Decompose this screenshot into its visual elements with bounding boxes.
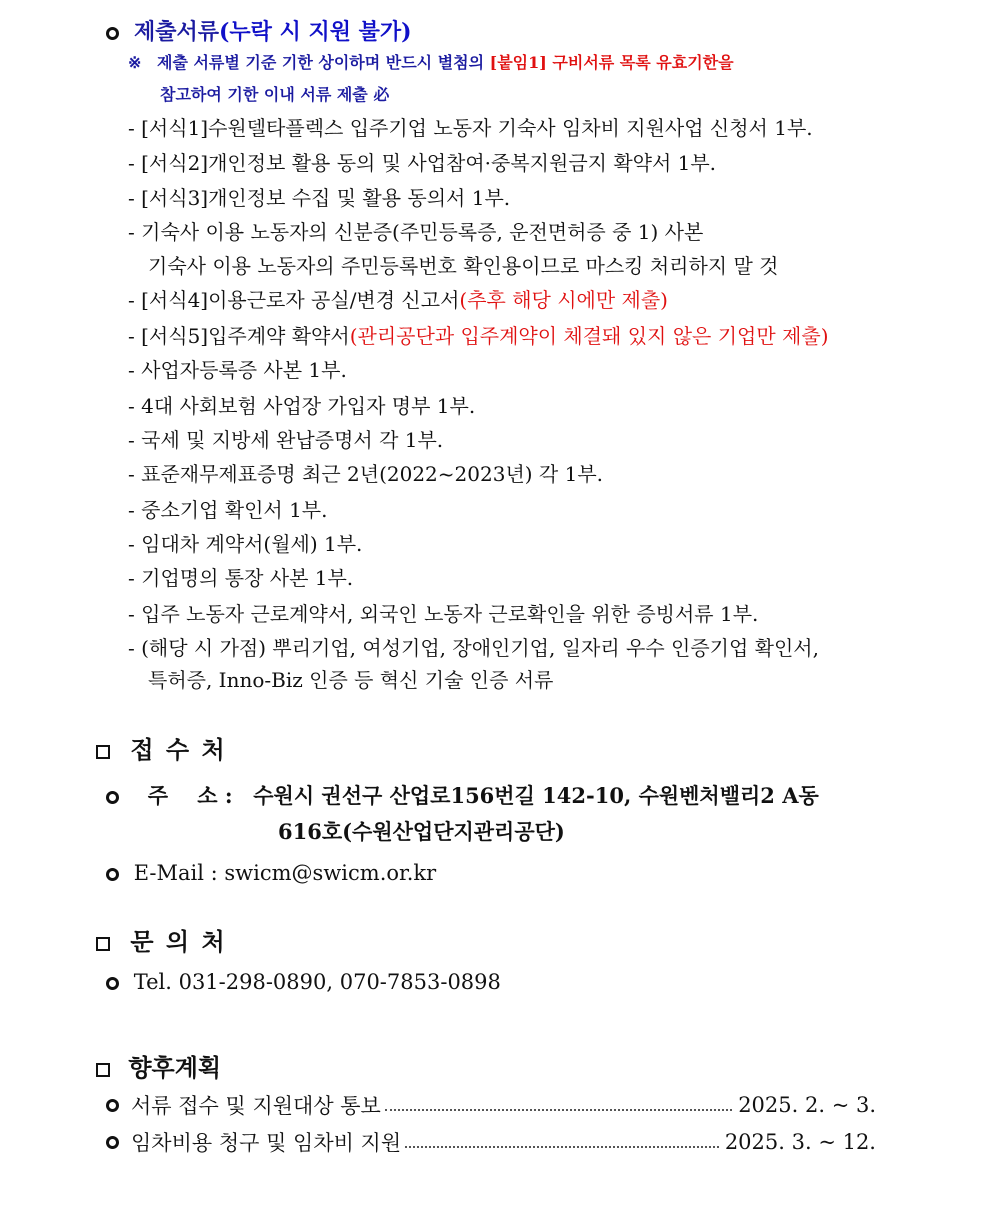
dash-bullet: -	[128, 358, 142, 382]
document-item-text: 국세 및 지방세 완납증명서 각 1부.	[141, 428, 444, 452]
documents-notice-line1: ※ 제출 서류별 기준 기한 상이하며 반드시 별첨의 [붙임1] 구비서류 목록 유효기한을	[128, 53, 734, 72]
document-item	[128, 147, 716, 176]
document-item-text: [서식2]개인정보 활용 동의 및 사업참여·중복지원금지 확약서 1부.	[141, 151, 717, 175]
documents-title: 제출서류	[134, 19, 220, 45]
document-item	[128, 320, 829, 349]
square-bullet-icon	[96, 745, 110, 759]
plan-row	[106, 1127, 876, 1157]
document-item	[128, 284, 668, 313]
documents-heading	[106, 15, 412, 46]
document-item	[128, 458, 603, 487]
document-item-text: 기숙사 이용 노동자의 신분증(주민등록증, 운전면허증 중 1) 사본	[141, 220, 704, 244]
circle-bullet-icon	[106, 1099, 119, 1112]
documents-notice-line2: 참고하여 기한 이내 서류 제출 必	[160, 85, 390, 104]
plan-label: 임차비용 청구 및 임차비 지원	[131, 1131, 402, 1155]
leader-dots	[405, 1132, 719, 1148]
document-item-text: 기숙사 이용 노동자의 주민등록번호 확인용이므로 마스킹 처리하지 말 것	[148, 254, 779, 278]
document-item-text: (해당 시 가점) 뿌리기업, 여성기업, 장애인기업, 일자리 우수 인증기업 확인서,	[141, 636, 819, 660]
document-item-text: [서식4]이용근로자 공실/변경 신고서	[141, 288, 460, 312]
square-bullet-icon	[96, 1063, 110, 1077]
dash-bullet: -	[128, 636, 142, 660]
address-line2: 616호(수원산업단지관리공단)	[278, 819, 565, 844]
email-label: E-Mail :	[133, 861, 218, 885]
documents-title-note: (누락 시 지원 불가)	[219, 19, 412, 45]
dash-bullet: -	[128, 498, 142, 522]
document-item	[128, 424, 443, 453]
document-item	[128, 598, 758, 627]
dash-bullet: -	[128, 532, 142, 556]
dash-bullet: -	[128, 324, 142, 348]
address-label: 주 소 :	[147, 783, 233, 808]
dash-bullet: -	[128, 220, 142, 244]
reception-address	[106, 780, 819, 810]
document-item-text: 4대 사회보험 사업장 가입자 명부 1부.	[141, 394, 476, 418]
tel-numbers: 031-298-0890, 070-7853-0898	[178, 970, 501, 994]
document-item-note: (관리공단과 입주계약이 체결돼 있지 않은 기업만 제출)	[349, 324, 829, 348]
dash-bullet: -	[128, 288, 142, 312]
reception-email	[106, 861, 436, 885]
dash-bullet: -	[128, 462, 142, 486]
document-item-text: 표준재무제표증명 최근 2년(2022~2023년) 각 1부.	[141, 462, 604, 486]
dash-bullet: -	[128, 116, 142, 140]
circle-bullet-icon	[106, 1136, 119, 1149]
document-item	[128, 632, 819, 661]
plan-date: 2025. 2. ~ 3.	[738, 1093, 876, 1117]
tel-label: Tel.	[133, 970, 172, 994]
document-item	[128, 494, 327, 523]
document-item	[128, 182, 510, 211]
document-item	[128, 216, 703, 245]
reception-heading: 접 수 처	[96, 730, 227, 765]
leader-dots	[385, 1095, 732, 1111]
circle-bullet-icon	[106, 868, 119, 881]
document-item	[148, 664, 553, 693]
dash-bullet: -	[128, 428, 142, 452]
document-item-text: 입주 노동자 근로계약서, 외국인 노동자 근로확인을 위한 증빙서류 1부.	[141, 602, 759, 626]
document-item-text: [서식5]입주계약 확약서	[141, 324, 350, 348]
circle-bullet-icon	[106, 977, 119, 990]
document-item-text: 기업명의 통장 사본 1부.	[141, 566, 354, 590]
document-item-text: [서식1]수원델타플렉스 입주기업 노동자 기숙사 임차비 지원사업 신청서 1부.	[141, 116, 813, 140]
document-item	[128, 562, 353, 591]
dash-bullet: -	[128, 394, 142, 418]
notice-mark: ※	[128, 53, 142, 72]
document-item-text: 사업자등록증 사본 1부.	[141, 358, 347, 382]
document-item-text: 중소기업 확인서 1부.	[141, 498, 328, 522]
plan-heading: 향후계획	[96, 1048, 221, 1083]
dash-bullet: -	[128, 602, 142, 626]
plan-date: 2025. 3. ~ 12.	[724, 1130, 876, 1154]
plan-row	[106, 1090, 876, 1120]
address-line1: 수원시 권선구 산업로156번길 142-10, 수원벤처밸리2 A동	[253, 783, 819, 808]
document-item-text: 특허증, Inno-Biz 인증 등 혁신 기술 인증 서류	[148, 668, 554, 692]
dash-bullet: -	[128, 151, 142, 175]
document-item	[128, 528, 362, 557]
square-bullet-icon	[96, 937, 110, 951]
inquiry-tel	[106, 970, 501, 994]
document-item	[128, 390, 475, 419]
document-item-note: (추후 해당 시에만 제출)	[459, 288, 668, 312]
document-item-text: 임대차 계약서(월세) 1부.	[141, 532, 363, 556]
inquiry-heading: 문 의 처	[96, 922, 227, 957]
dash-bullet: -	[128, 186, 142, 210]
email-link[interactable]: swicm@swicm.or.kr	[224, 861, 437, 885]
dash-bullet: -	[128, 566, 142, 590]
document-item	[148, 250, 778, 279]
circle-bullet-icon	[106, 27, 119, 40]
plan-label: 서류 접수 및 지원대상 통보	[131, 1094, 381, 1118]
document-item	[128, 354, 347, 383]
document-item-text: [서식3]개인정보 수집 및 활용 동의서 1부.	[141, 186, 511, 210]
document-item	[128, 112, 813, 141]
circle-bullet-icon	[106, 791, 119, 804]
